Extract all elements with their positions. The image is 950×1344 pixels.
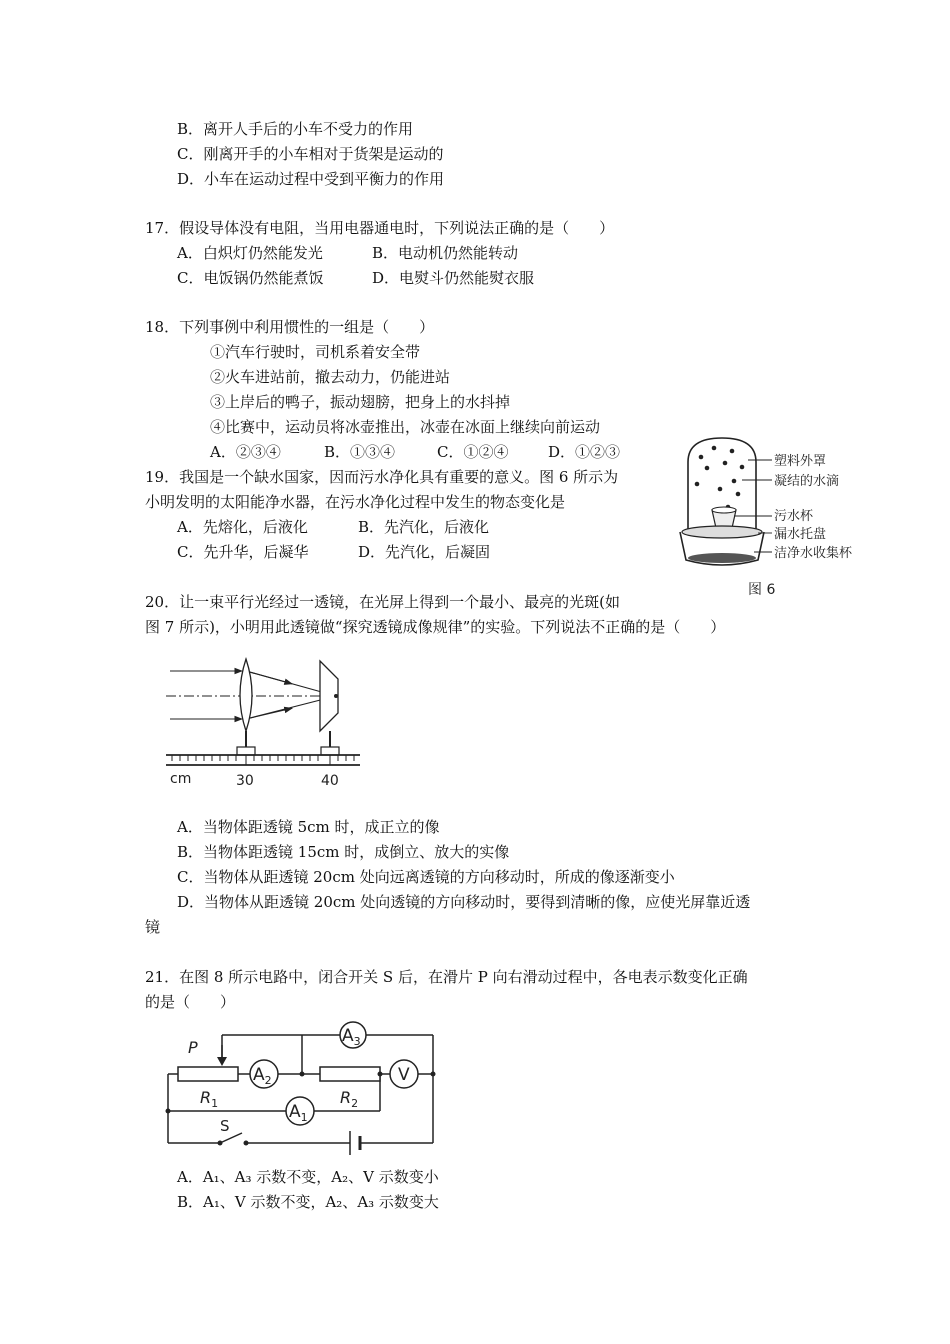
q20-option-d-line-2: 镜 (145, 918, 161, 936)
q21-option-b: B．A₁、V 示数不变，A₂、A₃ 示数变大 (177, 1193, 439, 1211)
q18-option-d: D．①②③ (548, 443, 621, 461)
q16-option-d: D．小车在运动过程中受到平衡力的作用 (177, 170, 445, 188)
q19-option-b: B．先汽化，后液化 (358, 518, 490, 536)
q18-item-3: ③上岸后的鸭子，振动翅膀，把身上的水抖掉 (210, 393, 511, 411)
q18-option-b: B．①③④ (324, 443, 396, 461)
q17-option-b: B．电动机仍然能转动 (372, 244, 519, 262)
fig6-label-cover: 塑料外罩 (774, 454, 827, 469)
fig8-ammeter-a2: $A_2$ (253, 1065, 272, 1087)
q20-option-a: A．当物体距透镜 5cm 时，成正立的像 (177, 818, 440, 836)
q18-option-c: C．①②④ (437, 443, 509, 461)
q19-option-d: D．先汽化，后凝固 (358, 543, 491, 561)
fig8-voltmeter-v: V (398, 1065, 410, 1085)
fig8-label-s: S (220, 1117, 230, 1135)
fig6-label-droplets: 凝结的水滴 (774, 474, 840, 489)
q19-option-c: C．先升华，后凝华 (177, 543, 309, 561)
q17-option-d: D．电熨斗仍然能熨衣服 (372, 269, 535, 287)
q16-option-c: C．刚离开手的小车相对于货架是运动的 (177, 145, 444, 163)
q18-option-a: A．②③④ (210, 443, 281, 461)
q18-stem: 18．下列事例中利用惯性的一组是（ ） (145, 318, 435, 336)
fig6-label-tray: 漏水托盘 (774, 527, 827, 542)
q20-option-d-line-1: D．当物体从距透镜 20cm 处向透镜的方向移动时，要得到清晰的像，应使光屏靠近透 (177, 893, 751, 911)
fig6-label-cup: 污水杯 (774, 509, 814, 524)
figure-6-solar-purifier (676, 432, 876, 604)
fig8-ammeter-a3: $A_3$ (342, 1026, 361, 1048)
fig6-caption: 图 6 (748, 582, 776, 598)
fig7-unit-label: cm (170, 771, 192, 787)
fig8-label-p: P (188, 1038, 198, 1057)
q19-option-a: A．先熔化，后液化 (177, 518, 308, 536)
q21-stem-line-2: 的是（ ） (145, 993, 236, 1011)
q19-stem-line-1: 19．我国是一个缺水国家，因而污水净化具有重要的意义。图 6 所示为 (145, 468, 619, 486)
q18-item-1: ①汽车行驶时，司机系着安全带 (210, 343, 421, 361)
q21-option-a: A．A₁、A₃ 示数不变，A₂、V 示数变小 (177, 1168, 439, 1186)
fig7-mark-40: 40 (321, 773, 339, 789)
q17-stem: 17．假设导体没有电阻，当用电器通电时，下列说法正确的是（ ） (145, 219, 615, 237)
q18-item-2: ②火车进站前，撤去动力，仍能进站 (210, 368, 451, 386)
fig7-mark-30: 30 (236, 773, 254, 789)
figure-7-lens-bench (160, 655, 370, 791)
q20-stem-line-2: 图 7 所示)，小明用此透镜做“探究透镜成像规律”的实验。下列说法不正确的是（ ） (145, 618, 726, 636)
q18-item-4: ④比赛中，运动员将冰壶推出，冰壶在冰面上继续向前运动 (210, 418, 601, 436)
fig8-label-r2: $R_2$ (340, 1088, 359, 1110)
q17-option-c: C．电饭锅仍然能煮饭 (177, 269, 324, 287)
q16-option-b: B．离开人手后的小车不受力的作用 (177, 120, 414, 138)
q17-option-a: A．白炽灯仍然能发光 (177, 244, 323, 262)
fig8-ammeter-a1: $A_1$ (289, 1102, 308, 1124)
q19-stem-line-2: 小明发明的太阳能净水器，在污水净化过程中发生的物态变化是 (145, 493, 566, 511)
q20-option-c: C．当物体从距透镜 20cm 处向远离透镜的方向移动时，所成的像逐渐变小 (177, 868, 675, 886)
q20-option-b: B．当物体距透镜 15cm 时，成倒立、放大的实像 (177, 843, 510, 861)
fig6-label-collector: 洁净水收集杯 (774, 546, 853, 561)
q20-stem-line-1: 20．让一束平行光经过一透镜，在光屏上得到一个最小、最亮的光斑(如 (145, 593, 620, 611)
q21-stem-line-1: 21．在图 8 所示电路中，闭合开关 S 后，在滑片 P 向右滑动过程中，各电表示数变化正确 (145, 968, 748, 986)
fig8-label-r1: $R_1$ (200, 1088, 219, 1110)
figure-8-circuit (160, 1015, 445, 1155)
